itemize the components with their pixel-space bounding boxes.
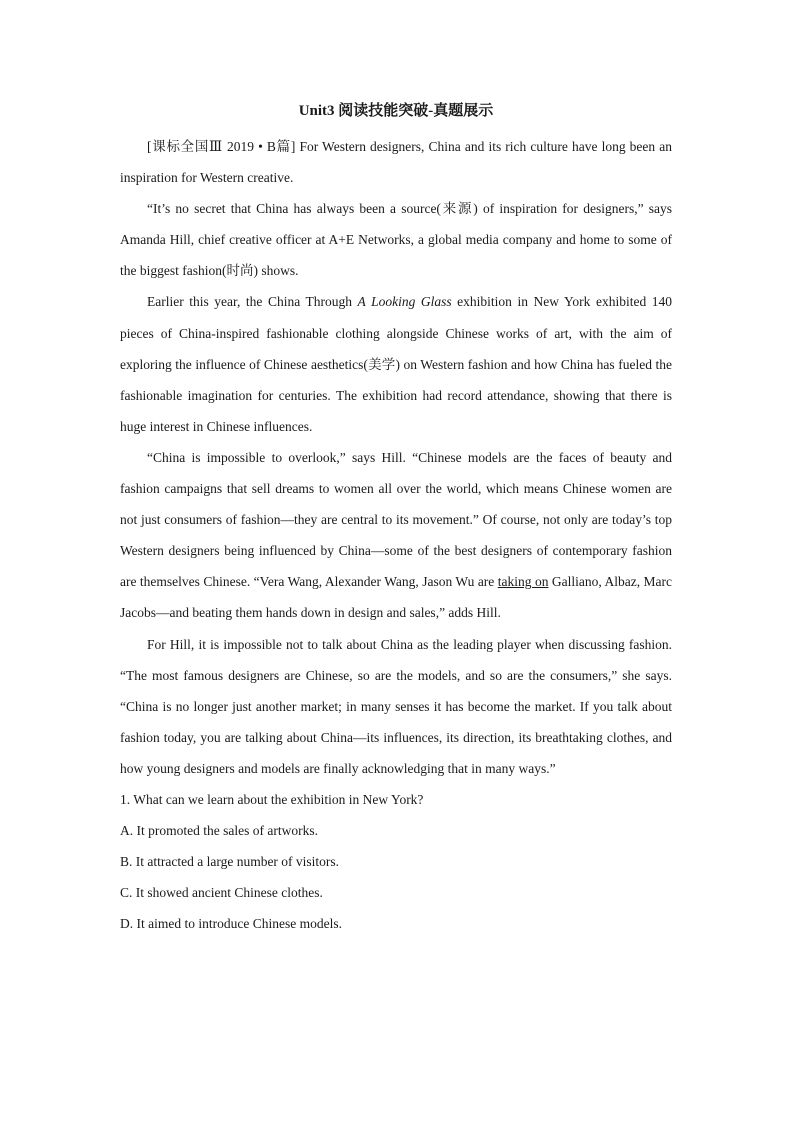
paragraph-5: For Hill, it is impossible not to talk about China as the leading player when discussing fashion. “The most famous designers are Chinese, so are the models, and so are the consumers,” she says. “China is no longer just another market; in many senses it has become the market. If you talk about fashion today, you are talking about China—its influences, its direction, its breathtaking clothes, and how young designers and models are finally acknowledging that in many ways.” — [120, 636, 672, 776]
paragraph-4-part-b: Galliano, Albaz, Marc Jacobs—and beating them hands down in design and sales,” adds Hill. — [120, 574, 672, 621]
paragraph-3-part-b: exhibition in New York exhibited 140 pieces of China-inspired fashionable clothing alongside Chinese works of art, with the aim of exploring the influence of Chinese aesthetics(美学) on Western fashion and how China has fueled the fashionable imagination for centuries. The exhibition had record attendance, showing that there is huge interest in Chinese influences. — [120, 294, 672, 434]
document-page — [120, 100, 672, 939]
paragraph-1: [课标全国Ⅲ 2019 • B篇] For Western designers, China and its rich culture have long been an inspiration for Western creative. — [120, 139, 672, 186]
underlined-phrase: taking on — [497, 574, 549, 590]
option-a: A. It promoted the sales of artworks. — [120, 823, 318, 839]
paragraph-4 — [120, 442, 672, 629]
paragraph-3 — [120, 286, 672, 441]
option-c: C. It showed ancient Chinese clothes. — [120, 885, 323, 901]
option-b: B. It attracted a large number of visitors. — [120, 854, 340, 870]
exhibition-title-italic: A Looking Glass — [357, 294, 452, 310]
question-stem: 1. What can we learn about the exhibition in New York? — [120, 791, 424, 807]
paragraph-3-part-a: Earlier this year, the China Through — [147, 294, 358, 310]
option-d: D. It aimed to introduce Chinese models. — [120, 916, 342, 932]
paragraph-2: “It’s no secret that China has always been a source(来源) of inspiration for designers,” says Amanda Hill, chief creative officer at A+E Networks, a global media company and home to some of the biggest fashion(时尚) shows. — [120, 201, 672, 279]
page-title: Unit3 阅读技能突破-真题展示 — [298, 103, 494, 119]
paragraph-4-part-a: “China is impossible to overlook,” says Hill. “Chinese models are the faces of beauty and fashion campaigns that sell dreams to women all over the world, which means Chinese women are not just consumers of fashion—they are central to its movement.” Of course, not only are today’s top Western designers being influenced by China—some of the best designers of contemporary fashion are themselves Chinese. “Vera Wang, Alexander Wang, Jason Wu are — [120, 449, 672, 590]
